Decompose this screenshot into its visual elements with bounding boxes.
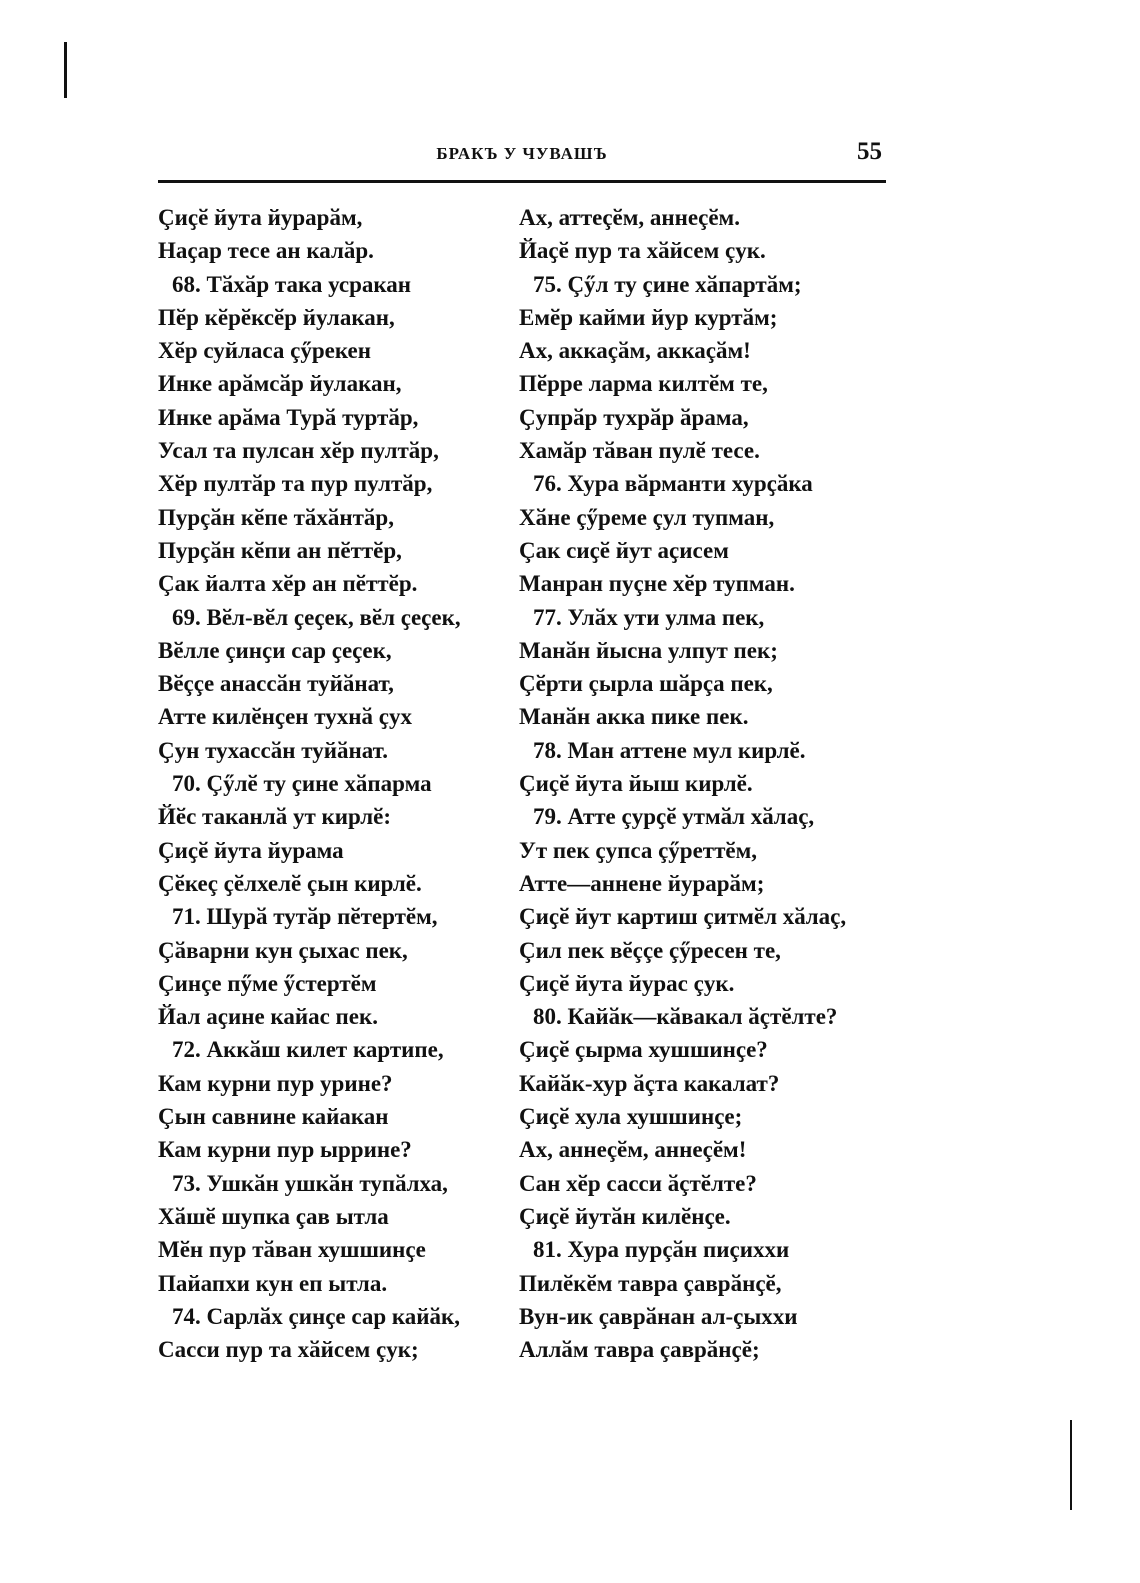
verse-start-line: 69. Вӗл-вӗл ҫеҫек, вӗл ҫеҫек,: [172, 604, 461, 630]
verse-line: Вун-ик çаврӑнан ал-çыххи: [519, 1303, 798, 1329]
header-rule: [158, 180, 886, 183]
verse-line: Çӗрти çырла шӑрça пек,: [519, 671, 773, 697]
verse-line: Çил пек вӗççе çӳресен те,: [519, 937, 781, 963]
verse-start-line: 72. Аккӑш килет картипе,: [172, 1037, 444, 1063]
verse-line: Хӑне çӳреме çул тупман,: [519, 504, 775, 530]
verse-line: Çиҫӗ çырма хушшинҫе?: [519, 1037, 768, 1063]
verse-start-line: 70. Çӳлӗ ту çине хӑпарма: [172, 771, 432, 797]
verse-line: Хӑшӗ шупка çав ытла: [158, 1203, 389, 1229]
verse-line: Сасси пур та хӑйсем çук;: [158, 1337, 419, 1363]
verse-start-line: 77. Улӑх ути улма пек,: [533, 604, 765, 630]
verse-line: Хӗр суйласа çӳрекен: [158, 338, 372, 364]
verse-line: Ах, аттеçӗм, аннеçӗм.: [519, 205, 740, 230]
verse-line: Мӗн пур тӑван хушшинҫе: [158, 1237, 426, 1263]
verse-start-line: 80. Кайӑк—кӑвакал ӑçтӗлте?: [533, 1004, 838, 1030]
verse-line: Хамӑр тӑван пулӗ тесе.: [519, 438, 760, 464]
verse-line: Çак йалта хӗр ан пӗттӗр.: [158, 571, 418, 597]
verse-line: Йал аҫине кайас пек.: [158, 1004, 378, 1030]
verse-start-line: 78. Ман аттене мул кирлӗ.: [533, 737, 806, 763]
verse-line: Çак сиҫӗ йут аҫисем: [519, 537, 729, 563]
verse-line: Наҫар тесе ан калӑр.: [158, 238, 374, 264]
left-column: [158, 201, 528, 1366]
verse-line: Çиҫӗ йута йурас çук.: [519, 970, 735, 996]
verse-line: Кам курни пур ыррине?: [158, 1137, 412, 1163]
verse-line: Инке арӑмсӑр йулакан,: [158, 371, 402, 397]
verse-line: Çиҫӗ йута йурама: [158, 837, 344, 863]
verse-start-line: 81. Хура пурçӑн пиçиххи: [533, 1237, 790, 1263]
verse-line: Ах, аннеçӗм, аннеçӗм!: [519, 1137, 747, 1163]
verse-line: Усал та пулсан хӗр пултӑр,: [158, 438, 439, 464]
verse-start-line: 71. Шурӑ тутӑр пӗтертӗм,: [172, 904, 438, 930]
verse-start-line: 79. Атте çурҫӗ утмӑл хӑлаç,: [533, 804, 815, 830]
right-column: [519, 201, 889, 1366]
verse-line: Çӑварни кун çыхас пек,: [158, 937, 408, 963]
verse-line: Çын савнине кайакан: [158, 1104, 389, 1130]
verse-start-line: 73. Ушкӑн ушкӑн тупӑлха,: [172, 1170, 448, 1196]
verse-line: Ҫупрӑр тухрӑр ӑрама,: [519, 404, 749, 430]
verse-line: Пӗрре ларма килтӗм те,: [519, 371, 768, 397]
verse-line: Пӗр кӗрӗксӗр йулакан,: [158, 304, 395, 330]
verse-start-line: 68. Тӑхӑр така усракан: [172, 271, 412, 297]
verse-line: Ҫӗкеç ҫӗлхелӗ çын кирлӗ.: [158, 870, 422, 896]
verse-line: Емӗр кайми йур куртӑм;: [519, 304, 778, 330]
verse-line: Çиҫӗ хула хушшинҫе;: [519, 1104, 743, 1130]
scan-margin-mark: [1070, 1420, 1072, 1510]
verse-line: Çиҫӗ йутӑн килӗнҫе.: [519, 1203, 731, 1229]
verse-line: Сан хӗр сасси ӑçтӗлте?: [519, 1170, 757, 1196]
verse-line: Ут пек ҫупса çӳреттӗм,: [519, 837, 758, 863]
verse-line: Пурçӑн кӗпе тӑхӑнтӑр,: [158, 504, 394, 530]
verse-line: Аллӑм тавра çаврӑнҫӗ;: [519, 1337, 760, 1363]
verse-line: Пайапхи кун еп ытла.: [158, 1270, 388, 1296]
verse-line: Хӗр пултӑр та пур пултӑр,: [158, 471, 433, 497]
verse-line: Çинçе пӳме ӳстертӗм: [158, 970, 377, 996]
verse-line: Çиҫӗ йута йурарӑм,: [158, 205, 363, 230]
verse-line: Кам курни пур урине?: [158, 1070, 393, 1096]
page-number: 55: [857, 138, 882, 165]
verse-line: Инке арӑма Турӑ туртӑр,: [158, 404, 419, 430]
verse-line: Пилӗкӗм тавра çаврӑнҫӗ,: [519, 1270, 782, 1296]
verse-start-line: 74. Сарлӑх çинҫе сар кайӑк,: [172, 1303, 461, 1329]
verse-line: Манран пуçне хӗр тупман.: [519, 571, 795, 597]
verse-line: Атте килӗнҫен тухнӑ ҫух: [158, 704, 413, 730]
verse-start-line: 75. Çӳл ту çине хӑпартӑм;: [533, 271, 802, 297]
verse-line: Ах, аккаçӑм, аккаçӑм!: [519, 338, 751, 364]
verse-line: Вӗççе анассӑн туйӑнат,: [158, 671, 394, 697]
verse-line: Вӗлле çинҫи сар ҫеҫек,: [158, 637, 392, 663]
running-title: БРАКЪ У ЧУВАШЪ: [436, 144, 608, 163]
verse-start-line: 76. Хура вӑрманти хурҫӑка: [533, 471, 813, 497]
verse-line: Манӑн йысна улпут пек;: [519, 637, 778, 663]
verse-line: Йӗс таканлӑ ут кирлӗ:: [158, 804, 391, 830]
verse-line: Çиҫӗ йута йыш кирлӗ.: [519, 771, 753, 797]
verse-line: Çиҫӗ йут картиш çитмӗл хӑлаç,: [519, 904, 847, 930]
running-header: [158, 140, 886, 180]
verse-line: Кайӑк-хур ӑçта какалат?: [519, 1070, 780, 1096]
verse-line: Атте—аннене йурарӑм;: [519, 870, 765, 896]
verse-line: Ҫун тухассӑн туйӑнат.: [158, 737, 388, 763]
verse-line: Пурçӑн кӗпи ан пӗттӗр,: [158, 537, 402, 563]
scan-margin-mark: [64, 42, 67, 98]
verse-line: Манӑн акка пике пек.: [519, 704, 749, 730]
verse-line: Йаҫӗ пур та хӑйсем çук.: [519, 238, 766, 264]
